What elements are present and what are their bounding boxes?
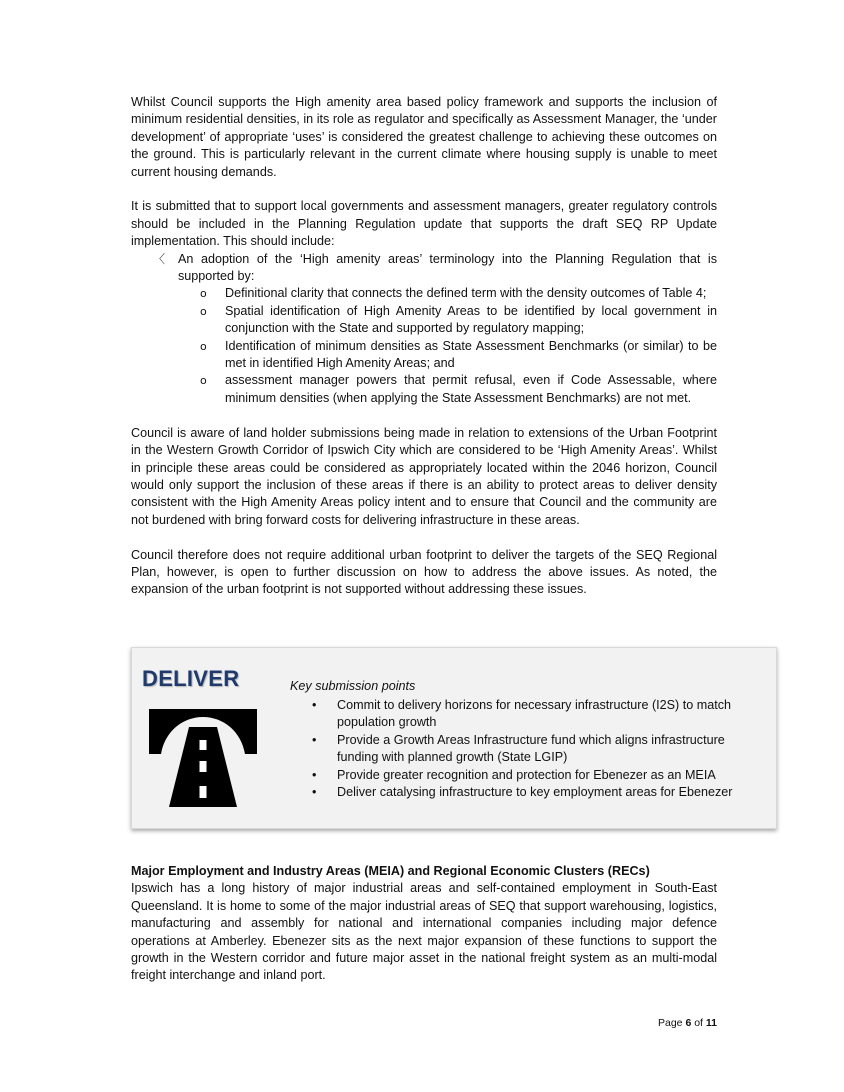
bullet-marker: •: [312, 732, 317, 747]
regulation-list: [131, 251, 717, 408]
bullet-marker: 〈: [153, 251, 166, 266]
page-number: 6: [685, 1017, 692, 1029]
list-item: [131, 251, 717, 408]
list-item: [290, 767, 750, 784]
sub-bullet-marker: o: [200, 339, 207, 353]
of-label: of: [694, 1017, 703, 1029]
list-item: [290, 784, 750, 801]
key-points-title: Key submission points: [290, 679, 416, 693]
page-label: Page: [657, 1017, 683, 1029]
paragraph-urban-footprint: Council is aware of land holder submissions being made in relation to extensions of the Urban Footprint in the Western Growth Corridor of Ipswich City which are considered to be ‘High Amenity Areas’. Whilst in principle these areas could be considered as appropriately located within the 2046 horizon, Council would only support the inclusion of these areas if there is an ability to protect areas to deliver density consistent with the High Amenity Areas policy intent and to ensure that Council and the community are not burdened with bring forward costs for delivering infrastructure in these areas.: [131, 425, 717, 527]
bullet-marker: •: [312, 767, 317, 782]
meia-section: [131, 863, 717, 985]
sub-list-item-text: Identification of minimum densities as State Assessment Benchmarks (or similar) to be met in identified High Amenity Areas; and: [225, 338, 717, 371]
bullet-marker: •: [312, 785, 317, 800]
page-footer: [658, 1017, 717, 1029]
sub-list-item: [178, 338, 717, 373]
paragraph-council-position: Council therefore does not require additional urban footprint to deliver the targets of the SEQ Regional Plan, however, is open to further discussion on how to address the above issues. As noted, the expansion of the urban footprint is not supported without addressing these issues.: [131, 547, 717, 597]
paragraph-high-amenity: Whilst Council supports the High amenity area based policy framework and supports the inclusion of minimum residential densities, in its role as regulator and specifically as Assessment Manager, the ‘under development’ of appropriate ‘uses’ is considered the greatest challenge to achieving these outcomes on the ground. This is particularly relevant in the current climate where housing supply is unable to meet current housing demands.: [131, 95, 717, 179]
sub-bullet-marker: o: [200, 374, 207, 388]
list-item-text: Provide a Growth Areas Infrastructure fund which aligns infrastructure funding with planned growth (State LGIP): [337, 732, 725, 765]
section-heading: Major Employment and Industry Areas (MEIA) and Regional Economic Clusters (RECs): [131, 864, 650, 878]
paragraph-meia: Ipswich has a long history of major industrial areas and self-contained employment in South-East Queensland. It is home to some of the major industrial areas of SEQ that support warehousing, logistics, manufacturing and assembly for national and international companies including major defence operations at Amberley. Ebenezer sits as the next major expansion of these functions to support the growth in the Western corridor and future major asset in the national freight system as an multi-modal freight interchange and inland port.: [131, 881, 717, 983]
sub-list-item: [178, 372, 717, 407]
main-content: [131, 94, 717, 599]
sub-list-item-text: Spatial identification of High Amenity Areas to be identified by local government in conjunction with the State and supported by regulatory mapping;: [225, 303, 717, 336]
list-item: [290, 697, 750, 732]
key-points-list: [290, 697, 750, 801]
sub-list-item-text: assessment manager powers that permit refusal, even if Code Assessable, where minimum densities (when applying the State Assessment Benchmarks) are not met.: [225, 373, 717, 405]
sub-bullet-marker: o: [200, 304, 207, 318]
list-item-text: Deliver catalysing infrastructure to key employment areas for Ebenezer: [337, 785, 733, 800]
road-icon: [149, 709, 257, 807]
deliver-title: DELIVER: [142, 666, 240, 691]
sub-list-item: [178, 285, 717, 302]
sub-bullet-marker: o: [200, 287, 207, 301]
list-item: [290, 732, 750, 767]
list-item-text: An adoption of the ‘High amenity areas’ terminology into the Planning Regulation that is supported by:: [178, 251, 717, 284]
sub-list: [178, 285, 717, 407]
list-item-text: Provide greater recognition and protection for Ebenezer as an MEIA: [337, 767, 716, 782]
sub-list-item: [178, 303, 717, 338]
deliver-callout-box: [131, 647, 777, 829]
paragraph-regulatory-controls: It is submitted that to support local governments and assessment managers, greater regulatory controls should be included in the Planning Regulation update that supports the draft SEQ RP Update implementation. This should include:: [131, 199, 717, 249]
total-pages: 11: [705, 1017, 717, 1029]
sub-list-item-text: Definitional clarity that connects the defined term with the density outcomes of Table 4;: [225, 286, 707, 301]
list-item-text: Commit to delivery horizons for necessary infrastructure (I2S) to match population growth: [337, 698, 732, 730]
bullet-marker: •: [312, 698, 317, 712]
